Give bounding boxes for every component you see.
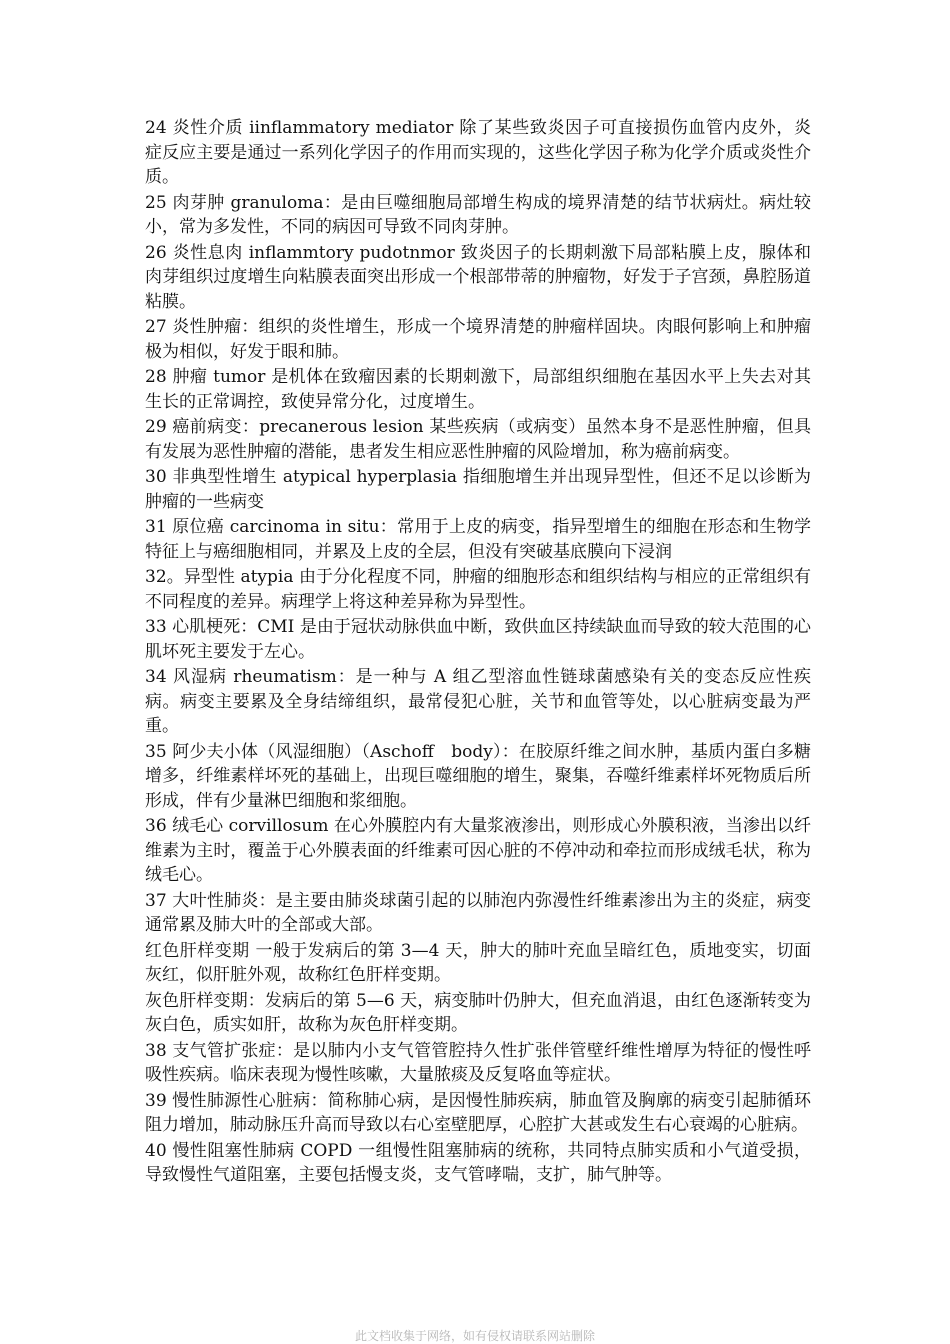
entry-31-carcinoma-in-situ: 31 原位癌 carcinoma in situ：常用于上皮的病变，指异型增生的细胞在形态和生物学特征上与癌细胞相同，并累及上皮的全层，但没有突破基底膜向下浸润 — [145, 517, 811, 562]
entry-36-cor-villosum: 36 绒毛心 corvillosum 在心外膜腔内有大量浆液渗出，则形成心外膜积液，当渗出以纤维素为主时，覆盖于心外膜表面的纤维素可因心脏的不停冲动和牵拉而形成绒毛状，称为绒毛心。 — [145, 816, 811, 885]
entry-32-atypia: 32。异型性 atypia 由于分化程度不同，肿瘤的细胞形态和组织结构与相应的正常组织有不同程度的差异。病理学上将这种差异称为异型性。 — [145, 567, 811, 612]
entry-29-precancerous-lesion: 29 癌前病变：precanerous lesion 某些疾病（或病变）虽然本身不是恶性肿瘤，但具有发展为恶性肿瘤的潜能，患者发生相应恶性肿瘤的风险增加，称为癌前病变。 — [145, 417, 811, 462]
entry-25-granuloma: 25 肉芽肿 granuloma：是由巨噬细胞局部增生构成的境界清楚的结节状病灶。病灶较小，常为多发性，不同的病因可导致不同肉芽肿。 — [145, 192, 811, 237]
entry-24-inflammatory-mediator: 24 炎性介质 iinflammatory mediator 除了某些致炎因子可直接损伤血管内皮外，炎症反应主要是通过一系列化学因子的作用而实现的，这些化学因子称为化学介质或炎性介质。 — [145, 118, 811, 187]
page-footer: 此文档收集于网络，如有侵权请联系网站删除 — [354, 1329, 595, 1343]
entry-26-inflammatory-polyp: 26 炎性息肉 inflammtory pudotnmor 致炎因子的长期刺激下局部粘膜上皮，腺体和肉芽组织过度增生向粘膜表面突出形成一个根部带蒂的肿瘤物，好发于子宫颈，鼻腔肠道粘膜。 — [145, 242, 811, 312]
entry-33-myocardial-infarction: 33 心肌梗死：CMI 是由于冠状动脉供血中断，致供血区持续缺血而导致的较大范围的心肌坏死主要发于左心。 — [145, 617, 811, 662]
entry-35-aschoff-body: 35 阿少夫小体（风湿细胞）（Aschoff body）：在胶原纤维之间水肿，基质内蛋白多糖增多，纤维素样坏死的基础上，出现巨噬细胞的增生，聚集，吞噬纤维素样坏死物质后所形成，伴有少量淋巴细胞和浆细胞。 — [145, 741, 811, 811]
entry-39-cor-pulmonale: 39 慢性肺源性心脏病：简称肺心病，是因慢性肺疾病，肺血管及胸廓的病变引起肺循环阻力增加，肺动脉压升高而导致以右心室壁肥厚，心腔扩大甚或发生右心衰竭的心脏病。 — [145, 1090, 811, 1135]
entry-40-copd: 40 慢性阻塞性肺病 COPD 一组慢性阻塞肺病的统称，共同特点肺实质和小气道受损，导致慢性气道阻塞，主要包括慢支炎，支气管哮喘，支扩，肺气肿等。 — [145, 1140, 811, 1185]
entry-34-rheumatism: 34 风湿病 rheumatism：是一种与 A 组乙型溶血性链球菌感染有关的变态反应性疾病。病变主要累及全身结缔组织，最常侵犯心脏，关节和血管等处，以心脏病变最为严重。 — [145, 667, 811, 736]
document-body — [145, 116, 811, 1189]
entry-red-hepatization: 红色肝样变期 一般于发病后的第 3—4 天，肿大的肺叶充血呈暗红色，质地变实，切面灰红，似肝脏外观，故称红色肝样变期。 — [145, 940, 811, 985]
entry-gray-hepatization: 灰色肝样变期：发病后的第 5—6 天，病变肺叶仍肿大，但充血消退，由红色逐渐转变为灰白色，质实如肝，故称为灰色肝样变期。 — [145, 990, 811, 1035]
entry-28-tumor: 28 肿瘤 tumor 是机体在致瘤因素的长期刺激下，局部组织细胞在基因水平上失去对其生长的正常调控，致使异常分化，过度增生。 — [145, 367, 811, 412]
entry-38-bronchiectasis: 38 支气管扩张症：是以肺内小支气管管腔持久性扩张伴管壁纤维性增厚为特征的慢性呼吸性疾病。临床表现为慢性咳嗽，大量脓痰及反复咯血等症状。 — [145, 1040, 811, 1085]
entry-27-inflammatory-pseudotumor: 27 炎性肿瘤：组织的炎性增生，形成一个境界清楚的肿瘤样固块。肉眼何影响上和肿瘤极为相似，好发于眼和肺。 — [145, 317, 811, 362]
entry-37-lobar-pneumonia: 37 大叶性肺炎：是主要由肺炎球菌引起的以肺泡内弥漫性纤维素渗出为主的炎症，病变通常累及肺大叶的全部或大部。 — [145, 890, 811, 935]
entry-30-atypical-hyperplasia: 30 非典型性增生 atypical hyperplasia 指细胞增生并出现异型性，但还不足以诊断为肿瘤的一些病变 — [145, 467, 811, 512]
